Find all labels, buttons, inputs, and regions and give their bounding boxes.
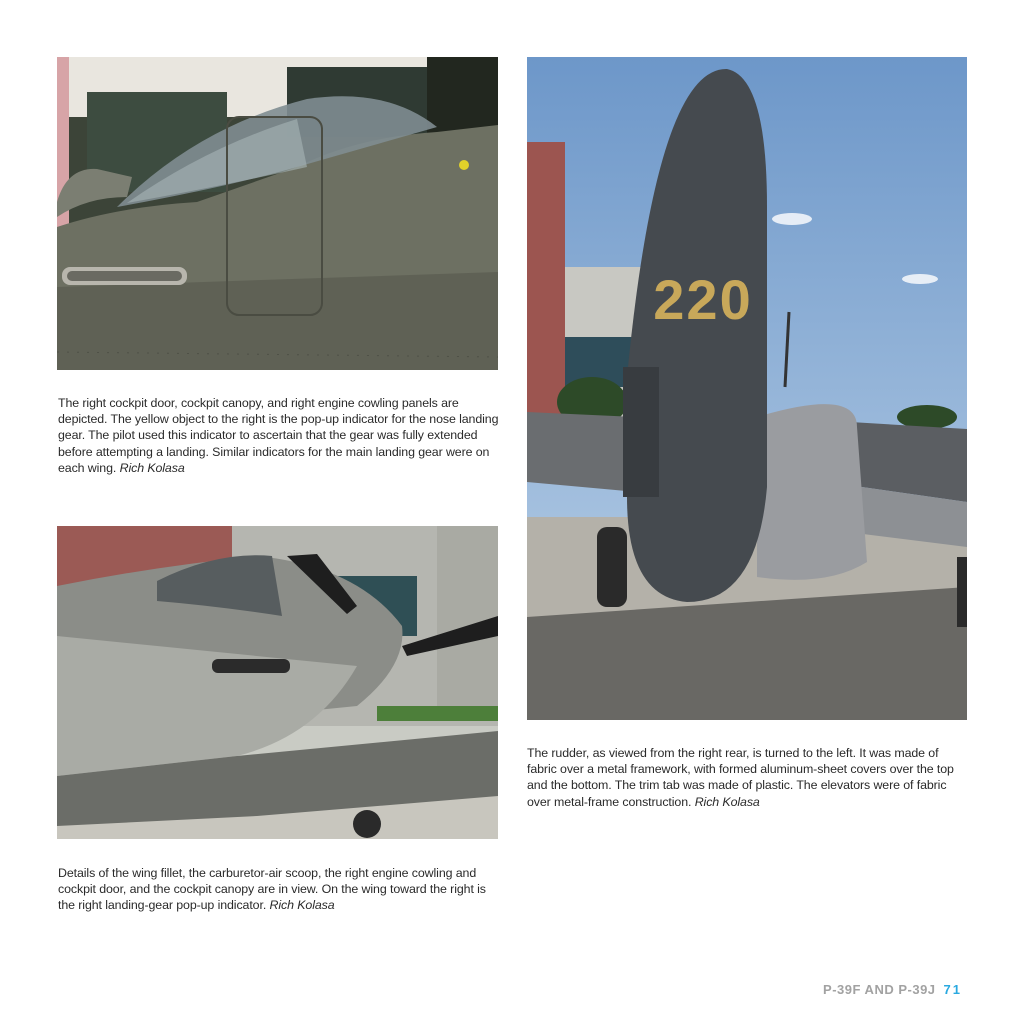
page-number: 71 (943, 982, 962, 997)
caption-wing-fillet (58, 865, 500, 914)
caption-cockpit-door (58, 395, 500, 476)
cockpit-door-photo (57, 57, 498, 370)
rudder-photo (527, 57, 967, 720)
photo-credit: Rich Kolasa (119, 460, 185, 475)
page-footer (823, 982, 962, 997)
caption-text: Details of the wing fillet, the carburetor-air scoop, the right engine cowling and cockpit door, and the cockpit canopy are in view. On the wing toward the right is the right landing-gear pop-up indicator. (58, 866, 486, 913)
book-title: P-39F AND P-39J (823, 982, 936, 997)
photo-credit: Rich Kolasa (269, 898, 335, 913)
caption-text: The right cockpit door, cockpit canopy, and right engine cowling panels are depicted. The yellow object to the right is the pop-up indicator for the nose landing gear. The pilot used this indicator to ascertain that the gear was fully extended before attempting a landing. Similar indicators for the main landing gear were on each wing. (58, 396, 499, 475)
photo-credit: Rich Kolasa (694, 794, 760, 809)
caption-rudder (527, 745, 969, 810)
tail-number: 220 (653, 268, 753, 331)
wing-fillet-photo (57, 526, 498, 839)
caption-text: The rudder, as viewed from the right rear, is turned to the left. It was made of fabric over a metal framework, with formed aluminum-sheet covers over the top and the bottom. The trim tab was made of plastic. The elevators were of fabric over metal-frame construction. (527, 746, 954, 809)
